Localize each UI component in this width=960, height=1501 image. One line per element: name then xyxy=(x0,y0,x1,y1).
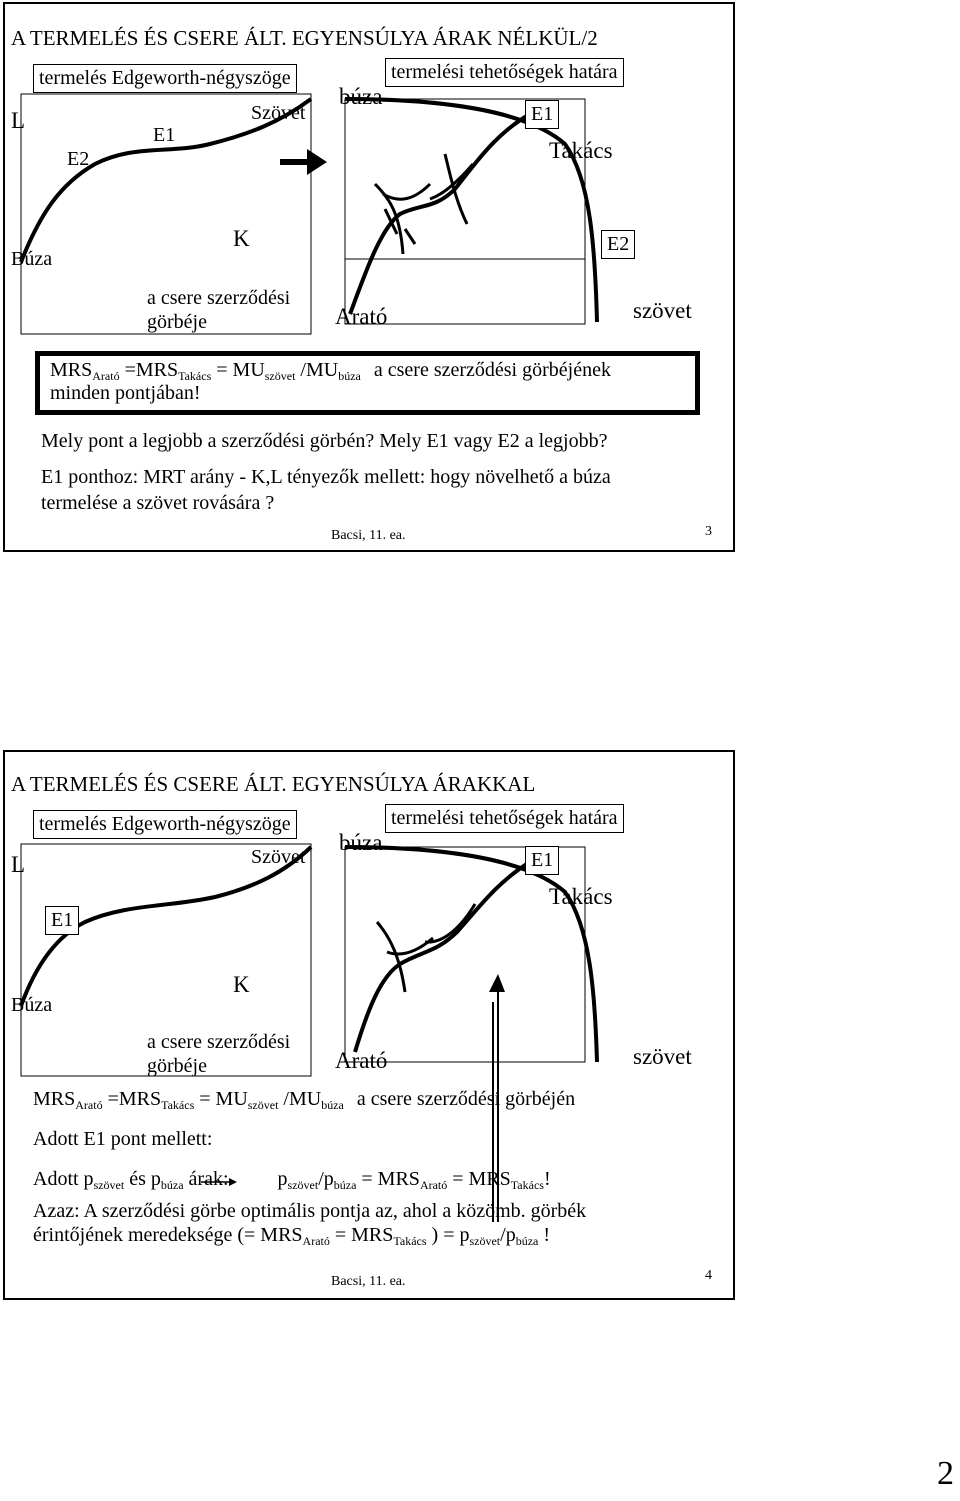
label-arato: Arató xyxy=(335,304,388,329)
label-takacs: Takács xyxy=(549,884,613,909)
label-E1-right: E1 xyxy=(525,846,559,875)
label-szovet-right: szövet xyxy=(633,1044,692,1069)
slide-title: A TERMELÉS ÉS CSERE ÁLT. EGYENSÚLYA ÁRAK NÉLKÜL/2 xyxy=(11,26,598,50)
label-E2-right: E2 xyxy=(601,230,635,259)
slide-title: A TERMELÉS ÉS CSERE ÁLT. EGYENSÚLYA ÁRAKKAL xyxy=(11,772,536,796)
label-K: K xyxy=(233,226,250,251)
question-2-line1: E1 ponthoz: MRT arány - K,L tényezők mellett: hogy növelhető a búza xyxy=(41,466,611,488)
mrs-line2: minden pontjában! xyxy=(50,382,201,404)
label-buza-left: Búza xyxy=(11,994,53,1016)
ppf-curve xyxy=(345,99,597,322)
label-buza-left: Búza xyxy=(11,248,53,270)
label-E1-left: E1 xyxy=(153,124,176,146)
ppf-label: termelési tehetőségek határa xyxy=(385,58,624,87)
label-buza-top: búza xyxy=(339,84,383,109)
contract-curve-label: a csere szerződési görbéje xyxy=(147,287,291,333)
exchange-contract-curve xyxy=(355,862,530,1052)
mrs-equation: $MRS_{Arató} =MRS_{Takács} = MU_{szövet}$ $/MU_{búza}$ a csere szerződési görbéjén xyxy=(33,1088,576,1112)
label-szovet-top: Szövet xyxy=(251,846,306,868)
label-szovet-top: Szövet xyxy=(251,102,306,124)
arrow-up-icon xyxy=(489,974,505,992)
footer: Bacsi, 11. ea. xyxy=(331,1274,406,1289)
page-number: 2 xyxy=(937,1455,954,1492)
edgeworth-label: termelés Edgeworth-négyszöge xyxy=(33,810,297,839)
label-L: L xyxy=(11,852,26,877)
mrs-equation: $MRS_{Arató} =MRS_{Takács} = MU_{szövet}$ $/MU_{búza}$ a csere szerződési görbéjének xyxy=(50,359,611,383)
question-1: Mely pont a legjobb a szerződési görbén? Mely E1 vagy E2 a legjobb? xyxy=(41,430,608,452)
azaz-line2: érintőjének meredeksége (= $MRS_{Arató} = MRS_{Takács}$ ) = $p_{szövet}/p_{búza}$ ! xyxy=(33,1224,551,1248)
label-szovet-right: szövet xyxy=(633,298,692,323)
exchange-box xyxy=(345,99,585,324)
label-arato: Arató xyxy=(335,1048,388,1073)
adott-e1: Adott E1 pont mellett: xyxy=(33,1128,213,1150)
price-ratio-line: Adott $p_{szövet}$ és $p_{búza}$ árak: $p_{szövet}/p_{búza} = MRS_{Arató} = MRS_{Takács}$! xyxy=(33,1168,551,1192)
mrs-condition-box xyxy=(35,351,700,415)
label-buza-top: búza xyxy=(339,830,383,855)
label-E2-left: E2 xyxy=(67,148,90,170)
slide-4 xyxy=(3,750,735,1300)
ppf-label: termelési tehetőségek határa xyxy=(385,804,624,833)
edgeworth-label: termelés Edgeworth-négyszöge xyxy=(33,64,297,93)
footer: Bacsi, 11. ea. xyxy=(331,528,406,543)
ppf-curve xyxy=(345,847,597,1062)
question-2-line2: termelése a szövet rovására ? xyxy=(41,492,275,514)
contract-curve-label: a csere szerződési görbéje xyxy=(147,1031,291,1077)
exchange-box xyxy=(345,847,585,1062)
label-E1-right: E1 xyxy=(525,100,559,129)
slide-number: 4 xyxy=(705,1268,712,1283)
slide-number: 3 xyxy=(705,524,712,539)
arrow-right-icon xyxy=(280,149,327,175)
label-K: K xyxy=(233,972,250,997)
azaz-line1: Azaz: A szerződési görbe optimális pontja az, ahol a közömb. görbék xyxy=(33,1200,587,1222)
slide-3 xyxy=(3,2,735,552)
label-E1-left: E1 xyxy=(45,906,79,935)
label-L: L xyxy=(11,108,26,133)
label-takacs: Takács xyxy=(549,138,613,163)
exchange-contract-curve xyxy=(350,114,530,314)
